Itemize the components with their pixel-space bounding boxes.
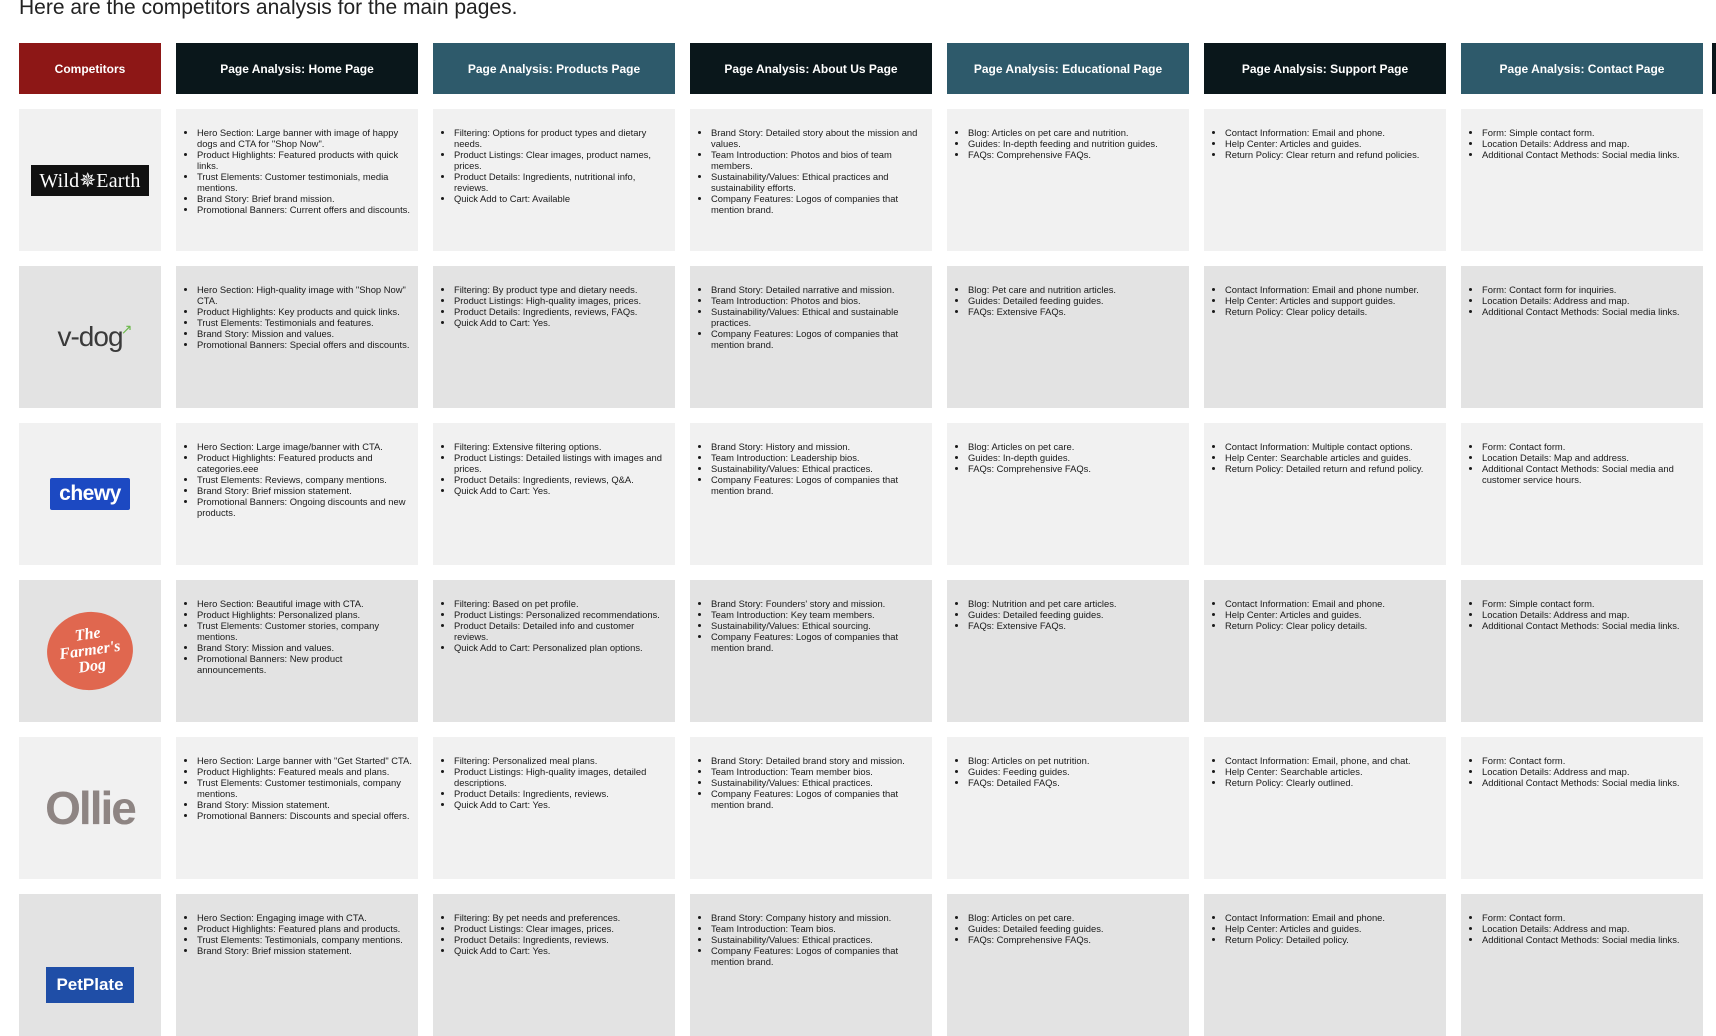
- analysis-item: • Product Listings: High-quality images, detailed descriptions.: [454, 766, 669, 788]
- analysis-item: • Return Policy: Clear policy details.: [1225, 620, 1440, 631]
- analysis-list: [176, 109, 418, 215]
- analysis-item: • Filtering: Based on pet profile.: [454, 598, 669, 609]
- analysis-list: [433, 894, 675, 956]
- competitor-cell: [19, 423, 161, 565]
- educational-page-cell: [947, 423, 1189, 565]
- header-products-page: Page Analysis: Products Page: [433, 43, 675, 94]
- analysis-list: [1204, 737, 1446, 788]
- analysis-item: • Additional Contact Methods: Social media links.: [1482, 777, 1697, 788]
- analysis-item: • Product Listings: Clear images, product names, prices.: [454, 149, 669, 171]
- analysis-item: • Team Introduction: Team bios.: [711, 923, 926, 934]
- analysis-item: • Quick Add to Cart: Available: [454, 193, 669, 204]
- analysis-list: [1461, 580, 1703, 631]
- analysis-item: • Quick Add to Cart: Yes.: [454, 945, 669, 956]
- home-page-cell: [176, 266, 418, 408]
- analysis-item: • Guides: In-depth feeding and nutrition guides.: [968, 138, 1183, 149]
- analysis-item: • Additional Contact Methods: Social media links.: [1482, 306, 1697, 317]
- analysis-item: • Product Highlights: Featured products with quick links.: [197, 149, 412, 171]
- analysis-list: [1204, 894, 1446, 945]
- analysis-item: • Product Details: Ingredients, reviews, FAQs.: [454, 306, 669, 317]
- analysis-item: • Team Introduction: Photos and bios of team members.: [711, 149, 926, 171]
- analysis-item: • Trust Elements: Reviews, company mentions.: [197, 474, 412, 485]
- analysis-item: • Blog: Articles on pet care.: [968, 912, 1183, 923]
- about-us-page-cell: [690, 109, 932, 251]
- analysis-list: [176, 580, 418, 675]
- analysis-item: • Product Details: Ingredients, reviews.: [454, 934, 669, 945]
- home-page-cell: [176, 737, 418, 879]
- analysis-item: • Trust Elements: Customer stories, company mentions.: [197, 620, 412, 642]
- analysis-item: • Contact Information: Email and phone.: [1225, 912, 1440, 923]
- contact-page-cell: [1461, 737, 1703, 879]
- analysis-item: • Help Center: Articles and guides.: [1225, 138, 1440, 149]
- analysis-item: • Brand Story: Mission statement.: [197, 799, 412, 810]
- analysis-item: • Quick Add to Cart: Yes.: [454, 799, 669, 810]
- analysis-item: • Form: Contact form.: [1482, 441, 1697, 452]
- analysis-item: • Trust Elements: Customer testimonials, company mentions.: [197, 777, 412, 799]
- home-page-cell: [176, 580, 418, 722]
- educational-page-cell: [947, 109, 1189, 251]
- products-page-cell: [433, 266, 675, 408]
- competitor-analysis-table: [19, 43, 1703, 1036]
- analysis-item: • Blog: Pet care and nutrition articles.: [968, 284, 1183, 295]
- analysis-item: • Contact Information: Email and phone.: [1225, 127, 1440, 138]
- analysis-list: [690, 894, 932, 967]
- header-support-page: Page Analysis: Support Page: [1204, 43, 1446, 94]
- analysis-item: • Location Details: Map and address.: [1482, 452, 1697, 463]
- analysis-item: • Hero Section: Large banner with "Get Started" CTA.: [197, 755, 412, 766]
- contact-page-cell: [1461, 266, 1703, 408]
- home-page-cell: [176, 894, 418, 1036]
- analysis-item: • Promotional Banners: Current offers and discounts.: [197, 204, 412, 215]
- analysis-item: • Product Details: Ingredients, reviews, Q&A.: [454, 474, 669, 485]
- farmers-dog-logo: The Farmer's Dog: [42, 606, 138, 695]
- analysis-item: • Brand Story: Detailed narrative and mission.: [711, 284, 926, 295]
- analysis-item: • Return Policy: Detailed return and refund policy.: [1225, 463, 1440, 474]
- next-column-edge: [1712, 43, 1716, 94]
- header-about-us-page: Page Analysis: About Us Page: [690, 43, 932, 94]
- analysis-item: • Filtering: Personalized meal plans.: [454, 755, 669, 766]
- educational-page-cell: [947, 737, 1189, 879]
- products-page-cell: [433, 580, 675, 722]
- analysis-item: • Filtering: By product type and dietary needs.: [454, 284, 669, 295]
- analysis-item: • Form: Contact form for inquiries.: [1482, 284, 1697, 295]
- analysis-list: [433, 109, 675, 204]
- analysis-item: • Team Introduction: Team member bios.: [711, 766, 926, 777]
- analysis-list: [947, 737, 1189, 788]
- header-educational-page: Page Analysis: Educational Page: [947, 43, 1189, 94]
- analysis-list: [433, 580, 675, 653]
- analysis-item: • Contact Information: Multiple contact options.: [1225, 441, 1440, 452]
- analysis-item: • Additional Contact Methods: Social media links.: [1482, 149, 1697, 160]
- logo-text: v-dog: [57, 321, 123, 352]
- analysis-item: • Quick Add to Cart: Yes.: [454, 317, 669, 328]
- analysis-list: [1204, 423, 1446, 474]
- analysis-item: • Sustainability/Values: Ethical practices.: [711, 934, 926, 945]
- analysis-list: [947, 109, 1189, 160]
- competitor-cell: [19, 266, 161, 408]
- analysis-list: [1461, 737, 1703, 788]
- analysis-item: • Company Features: Logos of companies that mention brand.: [711, 788, 926, 810]
- contact-page-cell: [1461, 109, 1703, 251]
- support-page-cell: [1204, 894, 1446, 1036]
- analysis-item: • Brand Story: Mission and values.: [197, 642, 412, 653]
- analysis-list: [176, 423, 418, 518]
- analysis-item: • Hero Section: Large banner with image of happy dogs and CTA for "Shop Now".: [197, 127, 412, 149]
- home-page-cell: [176, 109, 418, 251]
- analysis-list: [176, 894, 418, 956]
- analysis-list: [1461, 894, 1703, 945]
- analysis-item: • Company Features: Logos of companies that mention brand.: [711, 474, 926, 496]
- petplate-logo: PetPlate: [46, 967, 133, 1003]
- about-us-page-cell: [690, 266, 932, 408]
- analysis-item: • Help Center: Searchable articles.: [1225, 766, 1440, 777]
- analysis-list: [433, 266, 675, 328]
- analysis-item: • Help Center: Searchable articles and guides.: [1225, 452, 1440, 463]
- analysis-item: • Hero Section: Engaging image with CTA.: [197, 912, 412, 923]
- analysis-item: • Guides: Detailed feeding guides.: [968, 923, 1183, 934]
- analysis-item: • Location Details: Address and map.: [1482, 923, 1697, 934]
- analysis-item: • Product Highlights: Featured plans and products.: [197, 923, 412, 934]
- analysis-item: • Location Details: Address and map.: [1482, 295, 1697, 306]
- analysis-item: • Sustainability/Values: Ethical practices.: [711, 463, 926, 474]
- analysis-item: • FAQs: Extensive FAQs.: [968, 306, 1183, 317]
- analysis-item: • Quick Add to Cart: Yes.: [454, 485, 669, 496]
- analysis-list: [690, 580, 932, 653]
- support-page-cell: [1204, 109, 1446, 251]
- analysis-list: [947, 894, 1189, 945]
- analysis-item: • Guides: Feeding guides.: [968, 766, 1183, 777]
- analysis-item: • Product Highlights: Key products and quick links.: [197, 306, 412, 317]
- analysis-item: • Product Listings: Detailed listings with images and prices.: [454, 452, 669, 474]
- analysis-list: [176, 737, 418, 821]
- analysis-list: [690, 266, 932, 350]
- about-us-page-cell: [690, 737, 932, 879]
- analysis-item: • Promotional Banners: New product announcements.: [197, 653, 412, 675]
- support-page-cell: [1204, 580, 1446, 722]
- home-page-cell: [176, 423, 418, 565]
- educational-page-cell: [947, 580, 1189, 722]
- analysis-item: • Company Features: Logos of companies that mention brand.: [711, 945, 926, 967]
- analysis-item: • Location Details: Address and map.: [1482, 138, 1697, 149]
- analysis-item: • Brand Story: Mission and values.: [197, 328, 412, 339]
- analysis-item: • Brand Story: Brief mission statement.: [197, 485, 412, 496]
- analysis-list: [176, 266, 418, 350]
- ollie-logo: Ollie: [45, 782, 135, 834]
- header-home-page: Page Analysis: Home Page: [176, 43, 418, 94]
- leaf-icon: ↗: [120, 321, 132, 337]
- analysis-item: • Product Listings: Clear images, prices.: [454, 923, 669, 934]
- analysis-item: • Product Details: Ingredients, reviews.: [454, 788, 669, 799]
- about-us-page-cell: [690, 894, 932, 1036]
- analysis-item: • Contact Information: Email, phone, and chat.: [1225, 755, 1440, 766]
- analysis-item: • Contact Information: Email and phone.: [1225, 598, 1440, 609]
- analysis-item: • Promotional Banners: Discounts and special offers.: [197, 810, 412, 821]
- analysis-item: • Hero Section: Beautiful image with CTA.: [197, 598, 412, 609]
- analysis-list: [690, 109, 932, 215]
- analysis-item: • Trust Elements: Customer testimonials, media mentions.: [197, 171, 412, 193]
- analysis-item: • Promotional Banners: Ongoing discounts and new products.: [197, 496, 412, 518]
- analysis-item: • Filtering: Extensive filtering options.: [454, 441, 669, 452]
- analysis-item: • Trust Elements: Testimonials, company mentions.: [197, 934, 412, 945]
- analysis-item: • Return Policy: Clear policy details.: [1225, 306, 1440, 317]
- analysis-item: • FAQs: Comprehensive FAQs.: [968, 934, 1183, 945]
- analysis-item: • Guides: Detailed feeding guides.: [968, 609, 1183, 620]
- analysis-list: [1461, 266, 1703, 317]
- analysis-item: • Form: Simple contact form.: [1482, 598, 1697, 609]
- analysis-item: • Additional Contact Methods: Social media links.: [1482, 620, 1697, 631]
- support-page-cell: [1204, 266, 1446, 408]
- analysis-item: • Sustainability/Values: Ethical practices and sustainability efforts.: [711, 171, 926, 193]
- analysis-item: • Brand Story: Detailed story about the mission and values.: [711, 127, 926, 149]
- analysis-item: • Product Details: Detailed info and customer reviews.: [454, 620, 669, 642]
- educational-page-cell: [947, 894, 1189, 1036]
- analysis-item: • Team Introduction: Leadership bios.: [711, 452, 926, 463]
- competitor-cell: [19, 737, 161, 879]
- header-contact-page: Page Analysis: Contact Page: [1461, 43, 1703, 94]
- analysis-item: • FAQs: Extensive FAQs.: [968, 620, 1183, 631]
- analysis-list: [1461, 109, 1703, 160]
- analysis-item: • Team Introduction: Key team members.: [711, 609, 926, 620]
- products-page-cell: [433, 737, 675, 879]
- analysis-item: • Guides: Detailed feeding guides.: [968, 295, 1183, 306]
- analysis-list: [947, 266, 1189, 317]
- educational-page-cell: [947, 266, 1189, 408]
- contact-page-cell: [1461, 894, 1703, 1036]
- analysis-list: [947, 423, 1189, 474]
- analysis-item: • Location Details: Address and map.: [1482, 766, 1697, 777]
- analysis-item: • Return Policy: Clear return and refund policies.: [1225, 149, 1440, 160]
- analysis-item: • FAQs: Comprehensive FAQs.: [968, 463, 1183, 474]
- analysis-item: • Blog: Articles on pet care.: [968, 441, 1183, 452]
- analysis-item: • Location Details: Address and map.: [1482, 609, 1697, 620]
- analysis-item: • Form: Contact form.: [1482, 755, 1697, 766]
- analysis-item: • Brand Story: History and mission.: [711, 441, 926, 452]
- analysis-list: [690, 423, 932, 496]
- analysis-item: • Product Highlights: Personalized plans.: [197, 609, 412, 620]
- analysis-item: • Blog: Articles on pet care and nutrition.: [968, 127, 1183, 138]
- competitor-cell: [19, 109, 161, 251]
- analysis-item: • Brand Story: Detailed brand story and mission.: [711, 755, 926, 766]
- analysis-item: • Product Listings: High-quality images, prices.: [454, 295, 669, 306]
- analysis-item: • Product Highlights: Featured meals and plans.: [197, 766, 412, 777]
- analysis-item: • Contact Information: Email and phone number.: [1225, 284, 1440, 295]
- analysis-item: • Blog: Articles on pet nutrition.: [968, 755, 1183, 766]
- analysis-item: • Return Policy: Clearly outlined.: [1225, 777, 1440, 788]
- analysis-item: • Brand Story: Brief brand mission.: [197, 193, 412, 204]
- analysis-item: • FAQs: Comprehensive FAQs.: [968, 149, 1183, 160]
- contact-page-cell: [1461, 580, 1703, 722]
- analysis-item: • Product Details: Ingredients, nutritional info, reviews.: [454, 171, 669, 193]
- analysis-item: • Brand Story: Brief mission statement.: [197, 945, 412, 956]
- analysis-item: • Form: Contact form.: [1482, 912, 1697, 923]
- analysis-item: • Product Listings: Personalized recommendations.: [454, 609, 669, 620]
- analysis-item: • Promotional Banners: Special offers and discounts.: [197, 339, 412, 350]
- analysis-list: [947, 580, 1189, 631]
- chewy-logo: chewy: [50, 478, 130, 510]
- analysis-list: [1204, 109, 1446, 160]
- wild-earth-logo: Wild✵Earth: [31, 165, 148, 196]
- analysis-list: [1204, 580, 1446, 631]
- analysis-item: • Guides: In-depth guides.: [968, 452, 1183, 463]
- competitor-cell: [19, 580, 161, 722]
- analysis-item: • Sustainability/Values: Ethical and sustainable practices.: [711, 306, 926, 328]
- analysis-item: • Company Features: Logos of companies that mention brand.: [711, 328, 926, 350]
- analysis-item: • FAQs: Detailed FAQs.: [968, 777, 1183, 788]
- analysis-item: • Additional Contact Methods: Social media links.: [1482, 934, 1697, 945]
- analysis-item: • Company Features: Logos of companies that mention brand.: [711, 193, 926, 215]
- products-page-cell: [433, 109, 675, 251]
- header-competitors: Competitors: [19, 43, 161, 94]
- analysis-item: • Quick Add to Cart: Personalized plan options.: [454, 642, 669, 653]
- analysis-item: • Hero Section: High-quality image with "Shop Now" CTA.: [197, 284, 412, 306]
- v-dog-logo: [57, 321, 132, 353]
- analysis-list: [690, 737, 932, 810]
- analysis-item: • Help Center: Articles and guides.: [1225, 609, 1440, 620]
- products-page-cell: [433, 894, 675, 1036]
- analysis-item: • Company Features: Logos of companies that mention brand.: [711, 631, 926, 653]
- analysis-item: • Help Center: Articles and support guides.: [1225, 295, 1440, 306]
- analysis-item: • Brand Story: Founders' story and mission.: [711, 598, 926, 609]
- support-page-cell: [1204, 423, 1446, 565]
- products-page-cell: [433, 423, 675, 565]
- analysis-item: • Sustainability/Values: Ethical practices.: [711, 777, 926, 788]
- analysis-item: • Trust Elements: Testimonials and features.: [197, 317, 412, 328]
- analysis-list: [1204, 266, 1446, 317]
- about-us-page-cell: [690, 423, 932, 565]
- analysis-item: • Product Highlights: Featured products and categories.eee: [197, 452, 412, 474]
- analysis-item: • Form: Simple contact form.: [1482, 127, 1697, 138]
- analysis-item: • Return Policy: Detailed policy.: [1225, 934, 1440, 945]
- intro-text: Here are the competitors analysis for the main pages.: [19, 0, 518, 19]
- analysis-item: • Additional Contact Methods: Social media and customer service hours.: [1482, 463, 1697, 485]
- competitor-cell: [19, 894, 161, 1036]
- analysis-item: • Sustainability/Values: Ethical sourcing.: [711, 620, 926, 631]
- analysis-item: • Filtering: Options for product types and dietary needs.: [454, 127, 669, 149]
- analysis-item: • Help Center: Articles and guides.: [1225, 923, 1440, 934]
- analysis-item: • Hero Section: Large image/banner with CTA.: [197, 441, 412, 452]
- analysis-item: • Team Introduction: Photos and bios.: [711, 295, 926, 306]
- contact-page-cell: [1461, 423, 1703, 565]
- analysis-item: • Filtering: By pet needs and preferences.: [454, 912, 669, 923]
- analysis-list: [1461, 423, 1703, 485]
- analysis-item: • Brand Story: Company history and mission.: [711, 912, 926, 923]
- analysis-list: [433, 737, 675, 810]
- support-page-cell: [1204, 737, 1446, 879]
- analysis-item: • Blog: Nutrition and pet care articles.: [968, 598, 1183, 609]
- about-us-page-cell: [690, 580, 932, 722]
- analysis-list: [433, 423, 675, 496]
